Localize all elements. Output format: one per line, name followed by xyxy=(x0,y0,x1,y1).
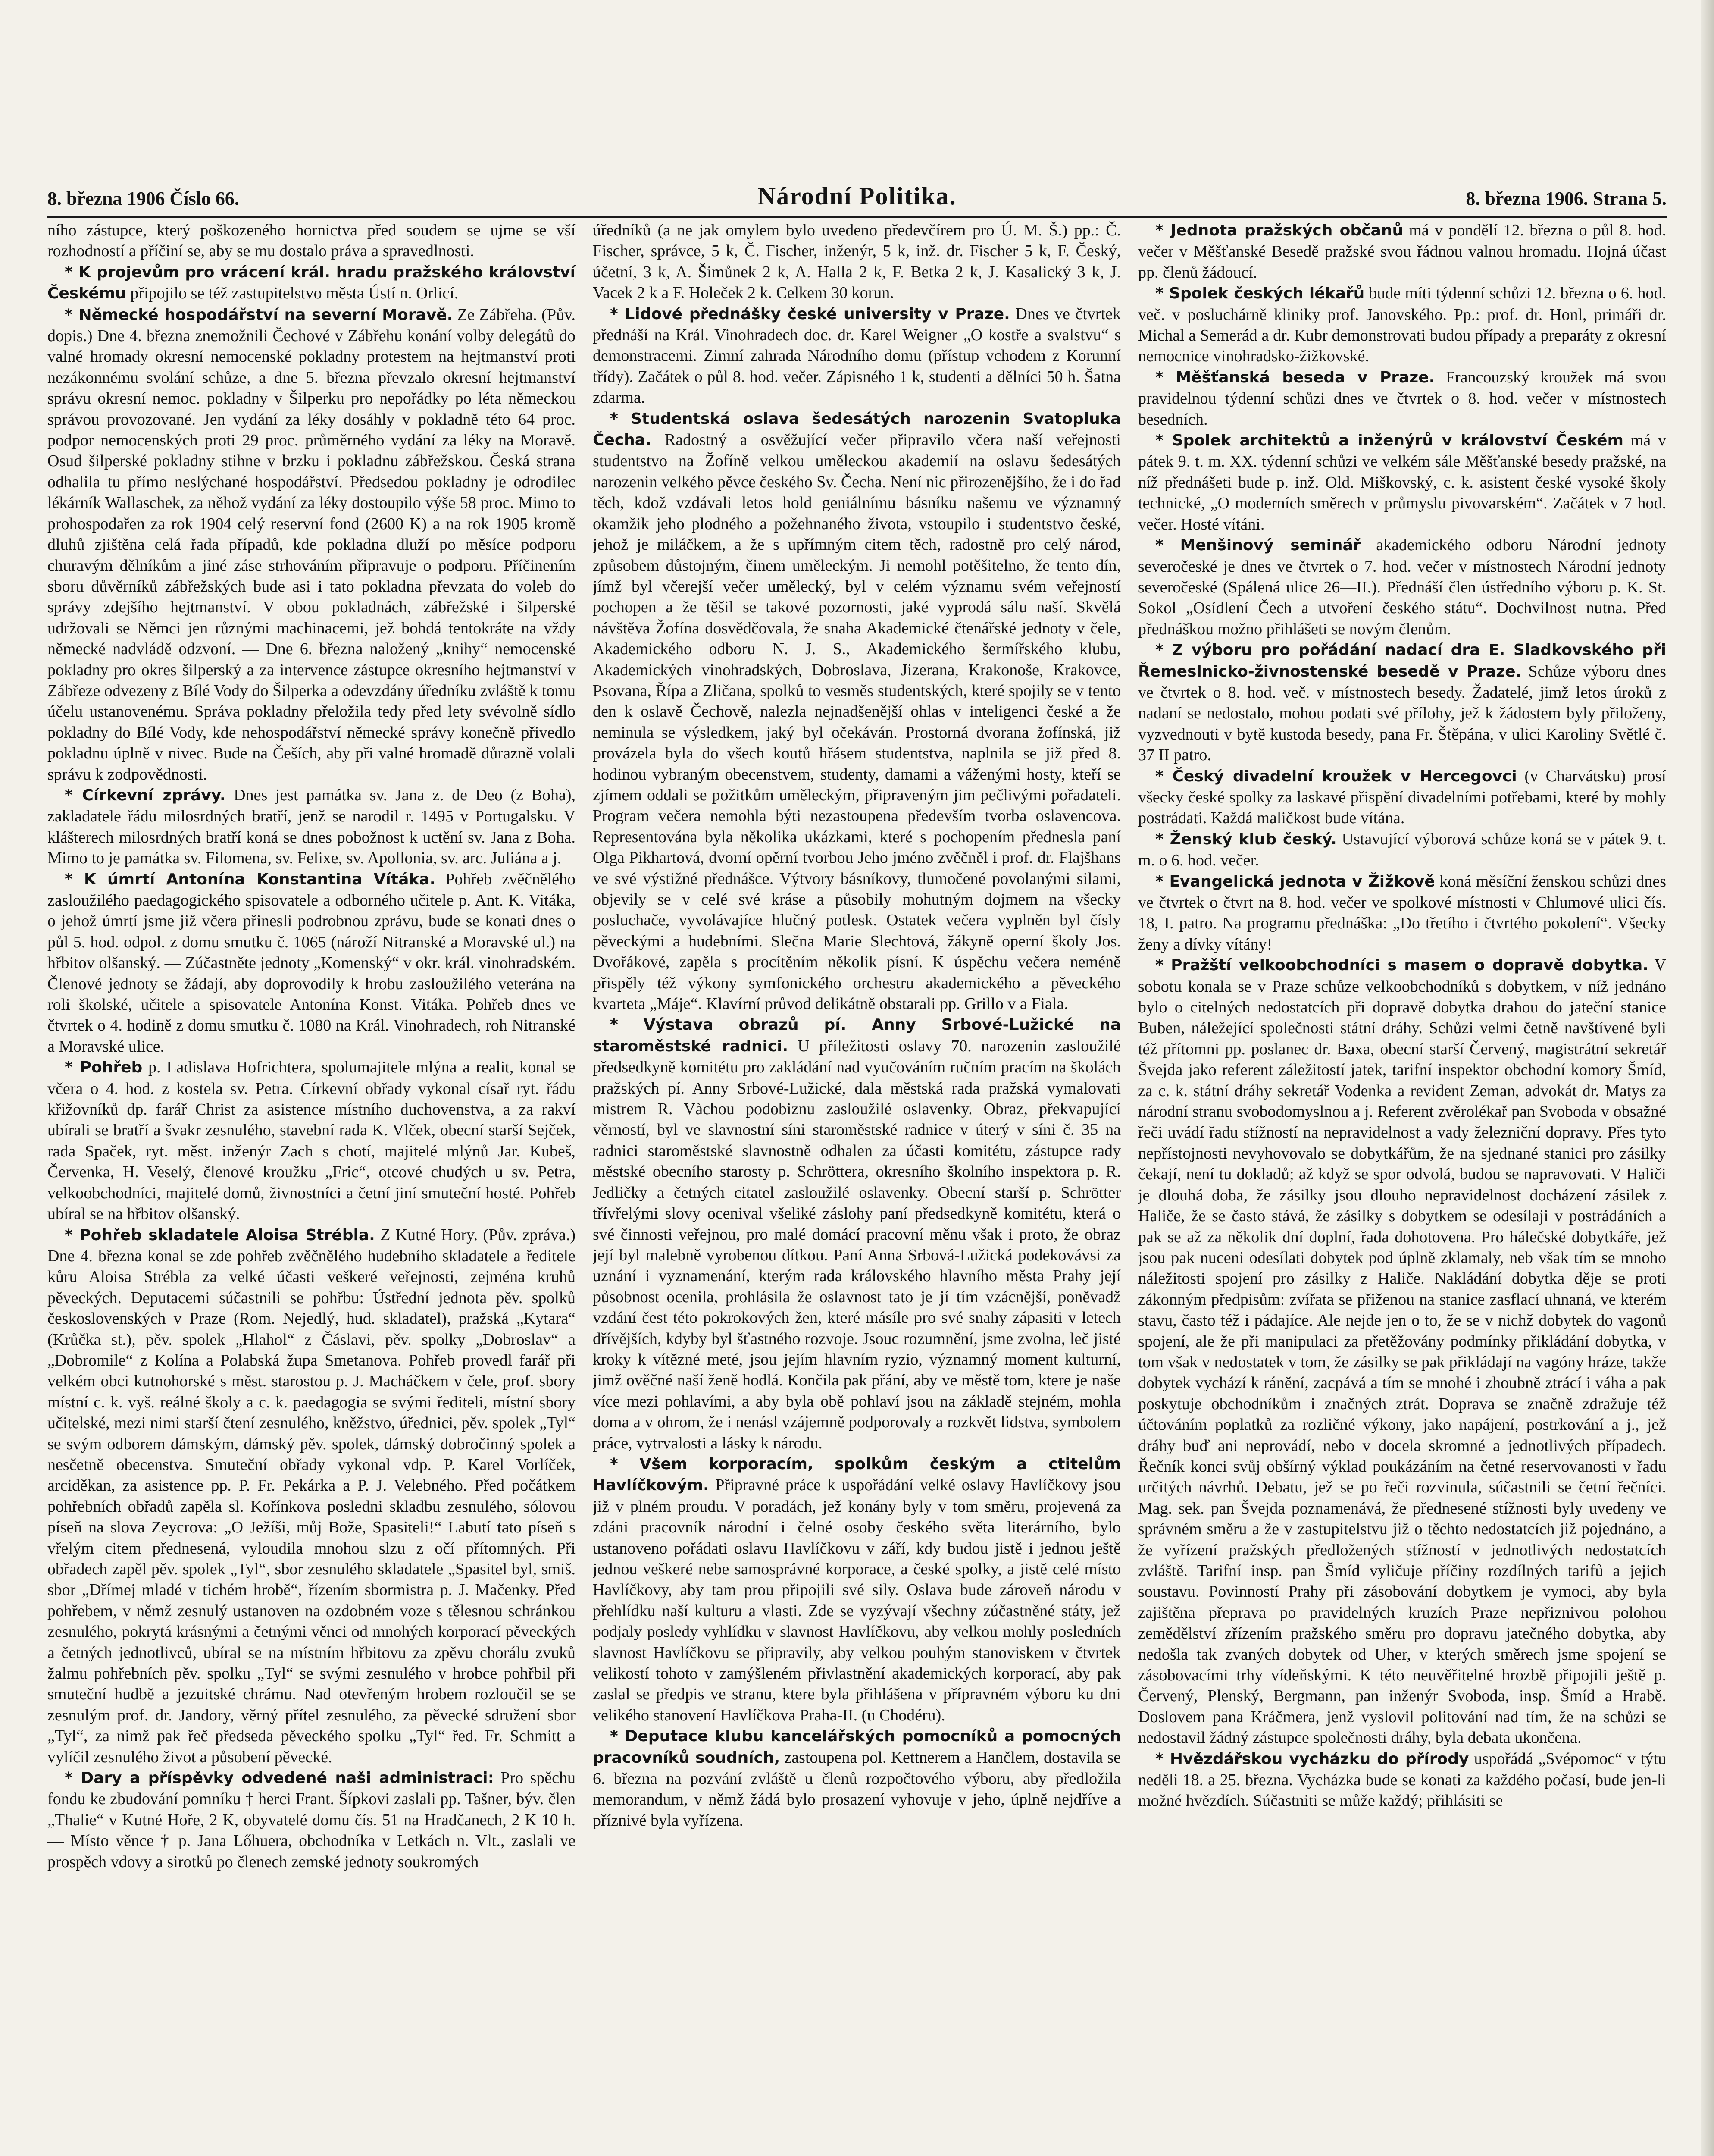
article-text: Ze Zábřeha. (Pův. dopis.) Dne 4. března znemožnili Čechové v Zábřehu konání volby delegátů do valné hromady okresní nemocenské pokladny protestem na hejtmanství proti nezákonnému svolání schůze, a dne 5. března převzalo okresní hejtmanství správu okresní nemoc. pokladny v Šilperku pro nepořádky po léta německou správou provozované. Jen vydání za léky dosáhly v pokladně této 64 proc. podpor nemocenských proti 29 proc. průměrného vydání za léky na Moravě. Osud šilperské pokladny stihne v brzku i pokladnu zábřežskou. Česká strana odhalila tu přímo neslýchané hospodářství. Předsedou pokladny je odrodilec lékárník Wallaschek, za něhož vydání za léky dostoupilo výše 58 proc. Mimo to prohospodařen za rok 1904 celý reservní fond (2600 K) a na rok 1905 kromě dluhů zjištěna celá řada případů, kde pokladna dluží po měsíce podporu churavým dělníkům a jiné záse strhováním připravuje o podporu. Příčinením sboru důvěrníků zábřežských bude asi i tato pokladna převzata do voleb do správy zdejšího hejtmanství. V obou pokladnách, zábřežské i šilperské udržovali se Němci jen různými machinacemi, jež bohdá tentokráte na vždy německé nadvládě odzvoní. — Dne 6. března naložený „knihy“ nemocenské pokladny pro okres šilperský a za intervence zástupce okresního hejtmanství v Zábřeze odvezeny z Bílé Vody do Šilperka a odevzdány úředníku zvláště k tomu účelu ustanovenému. Správa pokladny přeložila tedy před lety svévolně sídlo pokladny do Bílé Vody, kde nehospodářství německé správy konečně přivedlo pokladnu úplně v nivec. Bude na Češích, aby při valné hromadě důrazně volali správu k zodpovědnosti. xyxy=(47,305,576,783)
article-heading: * Měšťanská beseda v Praze. xyxy=(1155,368,1435,386)
article-heading: * Z výboru pro pořádání nadací dra E. Sladkovského při Řemeslnicko-živnostenské besedě v Praze. xyxy=(1138,641,1666,680)
article-text: bude míti týdenní schůzi 12. března o 6. hod. več. v posluchárně kliniky prof. Janovského. Pp.: prof. dr. Honl, primáři dr. Michal a Semerád a dr. Kubr demonstrovati budou případy a preparáty z okresní nemocnice vinohradsko-žižkovské. xyxy=(1138,284,1666,366)
article-text: Francouzský kroužek má svou pravidelnou týdenní schůzi dnes ve čtvrtek o 8. hod. večer v místnostech besedních. xyxy=(1138,368,1666,429)
article-text: Pro spěchu fondu ke zbudování pomníku † herci Frant. Šípkovi zaslali pp. Tašner, býv. člen „Thalie“ v Kutné Hoře, 2 K, obyvatelé domu čís. 51 na Hradčanech, 2 K 10 h. — Místo věnce † p. Jana Lőhuera, obchodníka v Letkách n. Vlt., zaslali ve prospěch vdovy a sirotků po členech zemské jednoty soukromých xyxy=(47,1769,576,1871)
article-paragraph xyxy=(593,1454,1121,1726)
article-text: (v Charvátsku) prosí všecky české spolky za laskavé přispění divadelními potřebami, které by mohly postrádati. Každá maličkost bude vítána. xyxy=(1138,767,1666,827)
article-paragraph xyxy=(47,869,576,1057)
article-paragraph xyxy=(1138,367,1666,430)
article-paragraph xyxy=(1138,430,1666,535)
article-paragraph xyxy=(1138,1749,1666,1811)
article-heading: * Pohřeb xyxy=(65,1059,143,1077)
article-text: V sobotu konala se v Praze schůze velkoobchodníků s dobytkem, v níž jednáno bylo o citelných nedostatcích při dopravě dobytka drahou do jateční stanice Buben, náležející společnosti státní dráhy. Schůzi velmi četně navštívené byli též přítomni pp. poslanec dr. Baxa, obecní starší Červený, magistrátní sekretář Švejda jako referent záležitostí jatek, tarifní inspektor obchodní komory Šmíd, za c. k. státní dráhy sekretář Vodenka a revident Zeman, advokát dr. Matys za národní stranu svobodomyslnou a j. Referent zvěrolékař pan Svoboda v obsažné řeči uvádí řadu stížností na nepravidelnost a vady železniční dopravy. Přes tyto nepřístojnosti nevyhovovalo se dobytkářům, že na sjednané stanici pro zásilky čekají, není tu dokladů; až když se spor odvolá, budou se napravovati. V Haliči je dlouhá doba, že zásilky jsou dlouho nepravidelnost docházení zásilek z Haliče, že se často stává, že zásilky s dobytkem se odesílaji v postrádáních a pak se až za několik dní doplní, řada dohotovena. Pro hálečské dobytkáře, jež jsou pak nuceni odesílati dobytek pod úplně zklamaly, neb však tím se mnoho náležitosti spojení pro zásilky z Haliče. Nakládání dobytka děje se proti zákonným předpisům: zvířata se přiženou na stanice zasflací uhnaná, ve kterém stavu, často též i pádajíce. Ale nejde jen o to, že se v nichž dobytek do vagonů spojení, ale že při manipulaci za přetěžovány podmínky přikládání dobytka, v tom však v nedostatek v tom, že zásilky se pak přikládají na vagóny hráze, takže dobytek vychází k ránění, zacpává a tím se mnohé i zhoubně ztrácí i váha a pak poskytuje obchodníkům i značných ztrát. Doprava se značně zdražuje též účtováním poplatků za rozličné výkony, jako napájení, postrkování a j., jež dráhy buď ani neprovádí, nebo v docela skromné a jednotlivých případech. Řečník konci svůj obšírný výklad poukázáním na četné reservovanosti v řadu určitých návrhů. Debatu, jež se po řeči rozvinula, súčastnili se četní řečníci. Mag. sek. pan Švejda poznamenává, že přednesené stížnosti byly uvedeny ve správném směru a že v zastupitelstvu již o těchto nedostatcích již pojednáno, a že vyřízení pražských předložených stížností v jednotlivých nedostatcích zvláště. Tarifní insp. pan Šmíd vyličuje příčiny rozdílných tarifů a jejich soustavu. Povinností Prahy při zásobování dobytkem je vymoci, aby byla zajištěna přeprava po pravidelných kruzích Praze nepřiznivou polohou zemědělství zřízením pražského směru pro dopravu jatečného dobytka, aby nedošla tak zvaných dobytek od Uher, v kterých směrech jsme spojení se zásobovacími trhy vídeňskými. K této neuvěřitelné hrozbě připojili ještě p. Červený, Plenský, Bergmann, pan inženýr Svoboda, insp. Šmíd a Hrabě. Doslovem pana Kráčmera, jenž vyslovil politování nad tím, že na schůzi se nedostavil žádný zástupce společnosti dráhy, byla debata ukončena. xyxy=(1138,956,1666,1747)
header-date-page: 8. března 1906. Strana 5. xyxy=(1466,188,1667,209)
article-heading: * Menšinový seminář xyxy=(1155,536,1361,555)
article-text: ního zástupce, který poškozeného hornictva před soudem se ujme se vší rozhodností a příčiní se, aby se mu dostalo práva a spravedlnosti. xyxy=(47,221,576,260)
article-columns xyxy=(47,220,1667,2156)
article-paragraph xyxy=(1138,220,1666,283)
article-text: Z Kutné Hory. (Pův. zpráva.) Dne 4. března konal se zde pohřeb zvěčnělého hudebního skladatele a ředitele kůru Aloisa Strébla za velké účasti veškeré veřejnosti, zejména kruhů pěveckých. Deputacemi súčastnili se pohřbu: Ústřední jednota pěv. spolků československých v Praze (Rom. Nejedlý, hud. skladatel), pražská „Kytara“ (Krůčka st.), pěv. spolek „Hlahol“ z Čáslavi, pěv. spolky „Dobroslav“ a „Dobromile“ z Kolína a Polabská župa Smetanova. Pohřeb provedl farář při velkém obci kutnohorské s měst. starostou p. J. Macháčkem v čele, prof. sbory místní c. k. vyš. reálné školy a c. k. paedagogia se svými řediteli, místní sbory učitelské, mezi nimi starší čtení zesnulého, kněžstvo, úřednici, pěv. spolek „Tyl“ se svým odborem dámským, dámský pěv. spolek, dámský dobročinný spolek a nesčetně obecenstva. Smuteční obřady vykonal vdp. P. Karel Vorlíček, arciděkan, za asistence pp. P. Fr. Pekárka a P. J. Velebného. Před počátkem pohřebních obřadů zapěla sl. Kořínkova posledni skladbu zesnulého, sólovou píseň na slova Zeycrova: „O Ježíši, můj Bože, Spasiteli!“ Labutí tato píseň s vřelým citem přednesená, vyloudila mnohou slzu z očí přítomných. Při obřadech zapěl pěv. spolek „Tyl“, sbor zesnulého skladatele „Spasitel byl, smiš. sbor „Dřímej mladé v tichém hrobě“, řízením sbormistra p. J. Mačenky. Před pohřebem, v němž zesnulý ustanoven na ozdobném voze s tělesnou schránkou zesnulého, pokrytá krásnými a četnými věnci od mnohých korporací pěveckých a četných jednotlivců, ubíral se na místním hřbitovu za zpěvu chorálu zvuků žalmu pohřebních pěv. spolku „Tyl“ se svými zesnulého v hrobce pohřbil při smuteční hudbě a jezuitské chrámu. Nad otevřeným hrobem rozloučil se se zesnulým prof. dr. Jandory, věrný přítel zesnulého, za pěvecké sdružení sbor „Tyl“, za nimž pak řeč předseda pěveckého spolku „Tyl“ řed. Fr. Schmitt a vylíčil zesnulého život a působení pěvecké. xyxy=(47,1225,576,1766)
article-heading: * K projevům pro vrácení král. hradu pražského království Českému xyxy=(47,263,576,303)
article-text: má v pondělí 12. března o půl 8. hod. večer v Měšťanské Besedě pražské svou řádnou valnou hromadu. Hojná účast pp. členů žádoucí. xyxy=(1138,221,1666,282)
article-paragraph xyxy=(1138,829,1666,871)
article-text: připojilo se též zastupitelstvo města Ústí n. Orlicí. xyxy=(126,284,459,303)
article-paragraph xyxy=(593,1726,1121,1831)
article-paragraph xyxy=(47,262,576,304)
article-heading: * Pražští velkoobchodníci s masem o dopravě dobytka. xyxy=(1155,956,1648,975)
article-paragraph xyxy=(1138,871,1666,955)
column-2 xyxy=(593,220,1121,2156)
article-heading: * Deputace klubu kancelářských pomocníků a pomocných pracovníků soudních, xyxy=(593,1727,1121,1767)
article-text: uspořádá „Svépomoc“ v týtu neděli 18. a 25. března. Vycházka bude se konati za každého počasí, bude jen-li možné hvězdích. Súčastniti se může každý; přihlásiti se xyxy=(1138,1749,1666,1810)
article-paragraph xyxy=(47,785,576,869)
article-heading: * Německé hospodářství na severní Moravě. xyxy=(65,306,453,324)
article-heading: * Výstava obrazů pí. Anny Srbové-Lužické na staroměstské radnici. xyxy=(593,1016,1121,1055)
article-text: Radostný a osvěžující večer připravilo včera naší veřejnosti studentstvo na Žofíně velkou uměleckou akademií na oslavu šedesátých narozenin velkého pěvce českého Sv. Čecha. Není nic přirozenějšího, že i do řad těch, kdož vzdávali letos hold geniálnímu básníku našemu ve významný okamžik jeho plodného a požehnaného života, vstoupilo i studentstvo české, jehož je miláčkem, a že s upřímným citem těch, radostně pro celý národ, způsobem důstojným, činem uměleckým. Ji nemohl potěšitelno, že tento dín, jímž byl včerejší večer umělecký, byl v celém významu svém veřejností pochopen a že těšil se takové pozornosti, jaké vyprodá sálu naší. Skvělá návštěva Žofína dosvědčovala, že snaha Akademické čtenářské jednoty v čele, Akademického odboru N. J. S., Akademického šermířského klubu, Akademických vinohradských, Dobroslava, Jizerana, Krakonoše, Krakovce, Psovana, Řípa a Zličana, spolků to vesměs studentských, které spojily se v tento den k oslavě Čechově, nalezla nejnadšenější ohlas v inteligenci české a že neminula se výsledkem, jaký byl očekáván. Prostorná dvorana žofínská, již provázela byla do všech koutů hřásem studentstva, naplnila se již před 8. hodinou vybraným obecenstvem, studenty, damami a váženými hosty, kteří se zjímem oddali se požitkům uměleckým, připraveným jim pečlivými pořadateli. Program večera nemohla býti nezastoupena především tvorba oslavencova. Representována byla několika ukázkami, které s pochopením přednesla paní Olga Pikhartová, dvorní opěrní tvorbou Jeho jméno zvěčněl i prof. dr. Flajšhans ve své výstižné přednášce. Výtvory básníkovy, tlumočené povolanými silami, objevily se v celé své kráse a působily mohutným dojmem na všecky posluchače, vyvolávajíce hlučný potlesk. Ostatek večera vyplněn byl čísly pěveckými a hudebními. Slečna Marie Slechtová, žákyně operní školy Jos. Dvořákové, zapěla s procítěním několik písní. K úspěchu večera neméně přispěly též výkony symfonického orchestru akademického a pěveckého kvarteta „Máje“. Klavírní průvod delikátně obstarali pp. Grillo v a Fiala. xyxy=(593,431,1121,1013)
article-text: Pohřeb zvěčnělého zasloužilého paedagogického spisovatele a odborného učitele p. Ant. K. Vitáka, o jehož úmrtí jsme již včera přinesli podrobnou zprávu, bude se konati dnes o půl 5. hod. odpol. z domu smutku č. 1065 (nároží Nitranské a Moravské ul.) na hřbitov olšanský. — Zúčastněte jednoty „Komenský“ v okr. král. vinohradském. Členové jednoty se žádají, aby doprovodily k hrobu zasloužilého veterána na roli školské, učitele a spisovatele Antonína Konst. Vitáka. Pohřeb dnes ve čtvrtek o 4. hodině z domu smutku č. 1080 na Král. Vinohradech, roh Nitranské a Moravské ulice. xyxy=(47,870,576,1056)
article-text: akademického odboru Národní jednoty severočeské je dnes ve čtvrtek o 7. hod. večer v místnostech Národní jednoty severočeské (Spálená ulice 26—II.). Přednáší člen ústředního výboru p. K. St. Sokol „Osídlení Čech a utvoření českého státu“. Dochvilnost nutna. Před přednáškou možno přihlášeti se novým členům. xyxy=(1138,536,1666,638)
article-text: má v pátek 9. t. m. XX. týdenní schůzi ve velkém sále Měšťanské besedy pražské, na níž přednášeti bude p. inž. Old. Miškovský, c. k. asistent české vysoké školy technické, „O moderních směrech v průmyslu pivovarském“. Začátek v 7 hod. večer. Hosté vítáni. xyxy=(1138,431,1666,533)
article-text: koná měsíční ženskou schůzi dnes ve čtvrtek o čtvrt na 8. hod. večer ve spolkové místnosti v Chlumové ulici čís. 18, I. patro. Na programu přednáška: „Do třetího i čtvrtého pokolení“. Všecky ženy a dívky vítány! xyxy=(1138,872,1666,953)
article-text: Schůze výboru dnes ve čtvrtek o 8. hod. več. v místnostech besedy. Žadatelé, jimž letos úroků z nadaní se nedostalo, mohou podati své přílohy, jež k žádostem byly přiloženy, vyzvednouti v bytě kustoda besedy, pana Fr. Štěpána, v ulici Karoliny Světlé č. 37 II patro. xyxy=(1138,662,1666,765)
article-heading: * Evangelická jednota v Žižkově xyxy=(1155,872,1435,890)
article-paragraph xyxy=(1138,639,1666,765)
article-heading: * Český divadelní kroužek v Hercegovci xyxy=(1155,767,1517,785)
article-paragraph xyxy=(1138,766,1666,829)
article-text: Dnes ve čtvrtek přednáší na Král. Vinohradech doc. dr. Karel Weigner „O kostře a svalstvu“ s demonstracemi. Zimní zahrada Národního domu (přístup vchodem z Korunní třídy). Začátek o půl 8. hod. večer. Zápisného 1 k, studenti a dělníci 50 h. Šatna zdarma. xyxy=(593,304,1121,407)
article-heading: * Dary a příspěvky odvedené naši administraci: xyxy=(65,1769,494,1787)
article-text: zastoupena pol. Kettnerem a Hančlem, dostavila se 6. března na pozvání zvláště u členů rozpočtového výboru, aby předložila memorandum, v němž žádá bylo prosazení vyhovuje v jeho, úplně nejdříve a příznivé byla vyřízena. xyxy=(593,1748,1121,1830)
article-paragraph xyxy=(1138,955,1666,1748)
article-paragraph xyxy=(593,220,1121,304)
article-paragraph xyxy=(593,304,1121,408)
article-heading: * Církevní zprávy. xyxy=(65,786,226,804)
article-text: U příležitosti oslavy 70. narozenin zasloužilé předsedkyně komitétu pro zakládání nad vyučováním ručním pracím na školách pražských pí. Anny Srbové-Lužické, dala městská rada pražská vymalovati mistrem R. Vàchou podobiznu zasloužilé oslavenky. Obraz, překvapující věrností, byl ve slavnostní síni staroměstské radnice v úterý v síni č. 35 na radnici staroměstské slavnostně odhalen za účasti komitétu, zástupce rady městské obecního starosty p. Schröttera, okresního školního inspektora p. R. Jedličky a četných citatel zasloužilé oslavenky. Obecní starší p. Schrötter třívřelými slovy ocenival všeliké záslohy paní předsedkyně komitétu, která o své činnosti veřejnou, pro malé domácí pracovní měnu však i proto, že obraz její byl malebně vyrobenou dítkou. Paní Anna Srbová-Lužická podekovávsi za uznání i vyznamenání, kterým rada královského hlavního města Prahy její působnost ocenila, prohlásila že oslavnost tato je jí tím vzácnější, poněvadž vzdání čest této pokrokových žen, které másíle pro své snahy zápasiti v letech dřívějších, kdyby byl šťastného rozvoje. Jsouc rozumnění, jsme zvolna, leč jisté kroky k vítězné meté, jsou jejím hlavním ryzio, významný moment kulturní, jimž ověčné naší ženě hodlá. Končila pak přání, aby ve městě tom, ktere je naše více mezi pohlavími, a aby byla obě pohlaví jsou na základě stejném, mohla doma a v ohrom, že i nenásl vzájemně podporovaly a rozkvět lidstva, symbolem práce, vytrvalosti a lásky k národu. xyxy=(593,1037,1121,1452)
article-heading: * Spolek architektů a inženýrů v království Českém xyxy=(1155,432,1624,450)
article-paragraph xyxy=(47,304,576,785)
article-text: Dnes jest památka sv. Jana z. de Deo (z Boha), zakladatele řádu milosrdných bratří, jenž se narodil r. 1495 v Portugalsku. V klášterech milosrdných bratří koná se dnes pobožnost k uctění sv. Jana z Boha. Mimo to je památka sv. Filomena, sv. Felixe, sv. Apollonia, sv. arc. Juliána a j. xyxy=(47,786,576,868)
article-paragraph xyxy=(1138,535,1666,639)
article-heading: * Hvězdářskou vycházku do přírody xyxy=(1155,1750,1469,1768)
article-text: úředníků (a ne jak omylem bylo uvedeno předevčírem pro Ú. M. Š.) pp.: Č. Fischer, správce, 5 k, Č. Fischer, inženýr, 5 k, inž. dr. Fischer 5 k, F. Český, účetní, 3 k, A. Šimůnek 2 k, A. Halla 2 k, F. Betka 2 k, J. Kasalický 3 k, J. Vacek 2 k a F. Holeček 2 k. Celkem 30 korun. xyxy=(593,221,1121,302)
page-edge-shadow xyxy=(1701,0,1714,2156)
header-date-issue: 8. března 1906 Číslo 66. xyxy=(47,188,239,209)
column-1 xyxy=(47,220,576,2156)
article-text: Připravné práce k uspořádání velké oslavy Havlíčkovy jsou již v plném proudu. V poradách, jež konány byly v tom směru, projevená za zdáni pracovník národní i čelné osoby českého světa literárního, bylo ustanoveno pořádati oslavu Havlíčkovu v září, kdy budou jistě i jednou ještě jednou veškeré nebe samosprávné korporace, a české spolky, a jistě celé místo Havlíčkovy, aby tam prou připojili své sily. Oslava bude zároveň národu v přehlídku naší kulturu a vlasti. Zde se vyzývají všechny zúčastněné státy, jež podjaly posledy vyhlídku v slavnost Havlíčkovu, aby velkou mohly posledních slavnost Havlíčkovu se připravily, aby velkou pouhým stanoviskem v čtvrtek velikostí tohoto v zamýšleném přivlastnění akademických korporací, aby pak zaslal se předpis ve stranu, ktere byla přihlášena v přípravném výboru ku dni velikého stanovení Havlíčkova Praha-II. (u Chodéru). xyxy=(593,1476,1121,1724)
article-heading: * Spolek českých lékařů xyxy=(1155,285,1365,303)
article-text: p. Ladislava Hofrichtera, spolumajitele mlýna a realit, konal se včera o 4. hod. z kostela sv. Petra. Církevní obřady vykonal císař ryt. řádu křižovníků dp. farář Christ za asistence místního duchovenstva, a za rakví ubírali se bratří a švakr zesnulého, stavební rada K. Vlček, obecní starší Sejček, rada Spaček, ryt. měst. inženýr Zach s chotí, majitelé mlýnů Jar. Kubeš, Červenka, H. Veselý, členové kroužku „Fric“, otcové chudých u sv. Petra, velkoobchodníci, majitelé domů, živnostníci a četní jiní smuteční hosté. Pohřeb ubíral se na hřbitov olšanský. xyxy=(47,1058,576,1223)
article-paragraph xyxy=(593,408,1121,1015)
article-paragraph xyxy=(47,220,576,262)
article-paragraph xyxy=(1138,283,1666,367)
article-heading: * Jednota pražských občanů xyxy=(1155,222,1404,239)
article-heading: * Lidové přednášky české university v Praze. xyxy=(610,305,1010,323)
article-paragraph xyxy=(47,1225,576,1768)
article-heading: * Všem korporacím, spolkům českým a ctitelům Havlíčkovým. xyxy=(593,1455,1121,1495)
article-heading: * K úmrtí Antonína Konstantina Vítáka. xyxy=(65,870,436,888)
article-paragraph xyxy=(47,1057,576,1224)
article-heading: * Pohřeb skladatele Aloisa Strébla. xyxy=(65,1226,375,1244)
column-3 xyxy=(1138,220,1666,2156)
article-heading: * Studentská oslava šedesátých narozenin Svatopluka Čecha. xyxy=(593,410,1121,449)
masthead-title: Národní Politika. xyxy=(757,182,957,210)
article-paragraph xyxy=(593,1014,1121,1454)
page-header xyxy=(47,181,1667,218)
article-text: Ustavující výborová schůze koná se v pátek 9. t. m. o 6. hod. večer. xyxy=(1138,830,1666,870)
article-heading: * Ženský klub český. xyxy=(1155,830,1337,848)
article-paragraph xyxy=(47,1767,576,1872)
